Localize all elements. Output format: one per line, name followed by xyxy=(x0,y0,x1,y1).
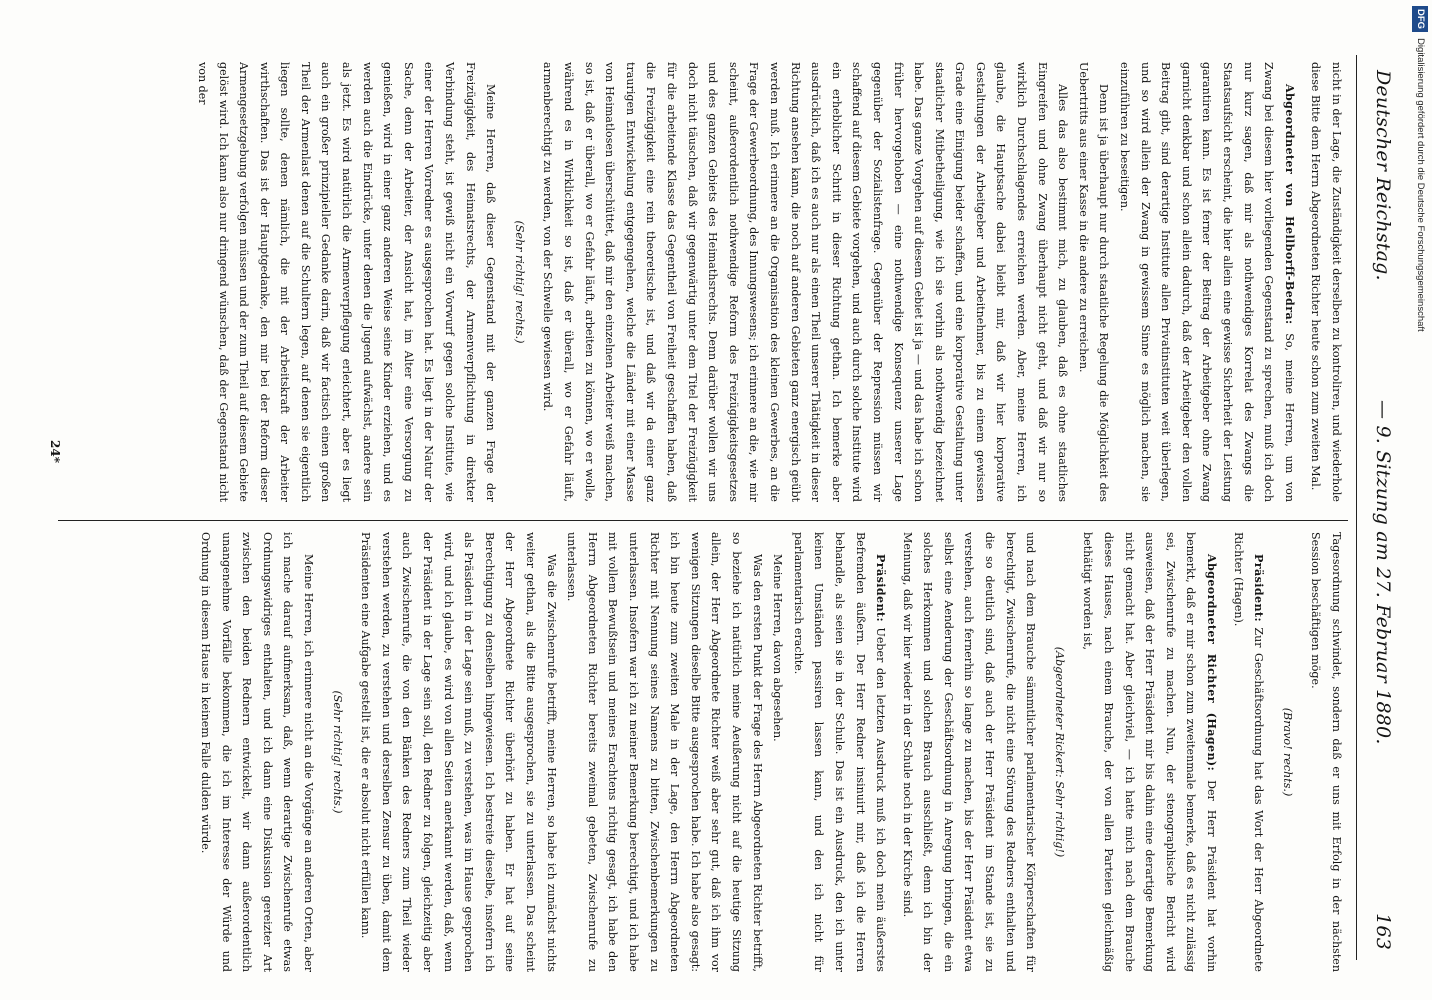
interjection: (Bravo! rechts.) xyxy=(1280,707,1294,797)
signature-mark: 24* xyxy=(48,440,62,463)
paragraph: Was die Zwischenrufe betrifft, meine Herren, so habe ich zunächst nichts weiter gethan, als die Bitte ausgesprochen, sie zu unterlassen. Das scheint der Herr Abgeordnete Richter überhört zu haben. Er hat auf seine Berechtigung zu denselben hingewiesen. Ich bestreite dieselbe, insofern ich als Präsident in der Lage sein muß, zu verstehen, was im Hause gesprochen wird, und ich glaube, es wird von allen Seiten anerkannt werden, daß, wenn der Präsident in der Lage sein soll, den Redner zu folgen, gleichzeitig aber auch Zwischenrufe, die von den Bänken des Redners zum Theil wieder verstehen werden, zu verstehen und derselben Zensur zu üben, damit dem Präsidenten eine Aufgabe gestellt ist, die er absolut nicht erfüllen kann. xyxy=(359,532,558,972)
interjection: (Sehr richtig! rechts.) xyxy=(512,220,526,344)
credit-text: Digitalisierung gefördert durch die Deutsche Forschungsgemeinschaft xyxy=(1415,38,1426,332)
header-rule xyxy=(1356,55,1357,960)
page-number: 163 xyxy=(1372,913,1394,950)
paragraph xyxy=(1227,532,1268,972)
paragraph xyxy=(1077,532,1221,972)
interjection: (Abgeordneter Rickert: Sehr richtig!) xyxy=(1052,646,1066,858)
paragraph: und nach dem Brauche sämmtlicher parlamentarischer Körperschaften für berechtigt, Zwischenrufe, die nicht eine Störung des Redners enthalten und die so deutlich sind, daß auch der Herr Präsident im Stande ist, sie zu verstehen, auch fernerhin so lange zu machen, bis der Herr Präsident etwa selbst eine Aenderung der Geschäftsordnung in Anregung bringen, die ein solches Herkommen und solchen Brauch ausschließt, denn ich bin der Meinung, daß wir hier wieder in der Schule noch in der Kirche sind. xyxy=(900,532,1038,972)
paragraph: Denn ist ja überhaupt nur durch staatliche Regelung die Möglichkeit des Uebertritts aus einer Kasse in die andere zu erreichen. xyxy=(1076,62,1111,502)
right-column xyxy=(195,532,1346,972)
paragraph: Meine Herren, daß dieser Gegenstand mit der ganzen Frage der Freizügigkeit, des Heimatsrechts, der Armenverpflichtung in direkter Verbindung steht, ist gewiß nicht ein Vorwurf gegen solche Institute, wie einer der Herren Vorredner es ausgesprochen hat. Es liegt in der Natur der Sache, denn der Arbeiter, der Ansicht hat, im Alter eine Versorgung zu genießen, wird in einer ganz anderen Weise seine Kinder erziehen, und es werden auch die Eindrücke, unter denen die Jugend aufwächst, andere sein als jetzt. Es wird natürlich die Armenverpflegung erleichtert, aber es liegt auch ein großer prinzipieller Gedanke darin, daß wir factisch einen großen Theil der Armenlast denen auf die Schultern legen, auf denen sie eigentlich liegen sollte, denen nämlich, die mit der Arbeitskraft der Arbeiter wirthschaften. Das ist der Hauptgedanke, den mir bei der Reform dieser Armengesetzgebung verfolgen müssen und der zum Theil auf diesem Gebiete gelöst wird. Ich kann also nur dringend wünschen, daß der Gegenstand nicht von der xyxy=(195,62,498,502)
journal-title: Deutscher Reichstag. xyxy=(1372,70,1394,281)
speech-text: Ueber den letzten Ausdruck muß ich doch mein äußerstes Befremden äußern. Der Herr Redner insinuirt mir, daß ich die Herren behandle, als seien sie in der Schule. Das ist ein Ausdruck, den ich unter keinen Umständen passiren lassen kann, und den ich nicht für parlamentarisch erachte. xyxy=(791,532,888,972)
running-header xyxy=(1360,70,1400,950)
speech-text: So, meine Herren, um von Zwang bei diesem hier vorliegenden Gegenstand zu sprechen, muß ich doch nur kurz sagen, daß mir als nothwendiges Korrelat des Zwangs die Staatsaufsicht erscheint, die hier allein eine gewisse Sicherheit der Leistung garantiren kann. Es ist ferner der Beitrag der Arbeitgeber ohne Zwang garnicht denkbar und schon allein dadurch, daß der Arbeitgeber den vollen Beitrag gibt, sind derartige Institute allen Privatinstituten weit überlegen, und so wird allein der Zwang in gewissem Sinne es möglich machen, sie einzuführen zu beseitigen. xyxy=(1118,62,1296,502)
paragraph: Alles das also bestimmt mich, zu glauben, daß es ohne staatliches Eingreifen und ohne Zwang überhaupt nicht geht, und daß wir nur so wirklich Durchschlagendes erreichen werden. Aber, meine Herren, ich glaube, die Hauptsache dabei bleibt mir, daß wir hier korporative Gestaltungen der Arbeitgeber und Arbeitnehmer, bis zu einem gewissen Grade eine Einigung beider schaffen, und eine korporative Gestaltung unter staatlicher Mitbetheiligung, wie ich sie vorhin als nothwendig bezeichnet habe. Das ganze Vorgehen auf diesem Gebiet ist ja — und das habe ich schon früher hervorgehoben — eine nothwendige Konsequenz unserer Lage gegenüber der Sozialistenfrage. Gegenüber der Repression müssen wir schaffend auf diesem Gebiete vorgehen, und auch durch solche Institute wird ein erheblicher Schritt in dieser Richtung gethan. Ich bemerke aber ausdrücklich, daß ich es auch nur als einen Theil unserer Thätigkeit in dieser Richtung ansehen kann, die noch auf anderen Gebieten ganz energisch geübt werden muß. Ich erinnere an die Organisation des kleinen Gewerbes, an die Frage der Gewerbeordnung, des Innungswesens; ich erinnere an die, wie mir scheint, außerordentlich nothwendige Reform des Freizügigkeitsgesetzes und des ganzen Gebiets des Heimathsrechts. Denn darüber wollen wir uns doch nicht täuschen, daß wir gegenwärtig unter dem Titel der Freizügigkeit für die arbeitende Klasse das Gegentheil von Freiheit geschaffen haben, daß die Freizügigkeit eine rein theoretische ist, und daß wir da einer ganz traurigen Entwickelung entgegengehen, welche die Länder mit einer Masse von Heimatlosen überschüttet, daß mir den einzelnen Arbeiter weiß machen, so ist, daß er überall, wo er Gefahr läuft, arbeiten zu können, wo er wolle, während es in Wirklichkeit so ist, daß er überall, wo er Gefahr läuft, armenberechtigt zu werden, von der Schwelle gewiesen wird. xyxy=(541,62,1070,502)
paragraph: Meine Herren, davon abgesehen. xyxy=(771,554,785,742)
speaker-name: Präsident: xyxy=(1252,554,1266,622)
interjection: (Sehr richtig! rechts.) xyxy=(330,690,344,814)
left-column xyxy=(191,62,1346,502)
paragraph: Was den ersten Punkt der Frage des Herrn Abgeordneten Richter betrifft, so beziehe ich natürlich meine Aeußerung nicht auf die heutige Sitzung allein, der Herr Abgeordnete Richter weiß aber sehr gut, daß ich ihm vor wenigen Sitzungen dieselbe Bitte ausgesprochen habe. Ich habe also gesagt: ich bin heute zum zweiten Male in der Lage, den Herrn Abgeordneten Richter mit Nennung seines Namens zu bitten, Zwischenbemerkungen zu unterlassen. Insofern war ich zu meiner Bemerkung berechtigt, und ich habe mit vollem Bewußtsein und meines Erachtens richtig gesagt, ich habe den Herrn Abgeordneten Richter bereits zweimal gebeten, Zwischenrufe zu unterlassen. xyxy=(565,532,764,972)
speech-text: Zur Geschäftsordnung hat das Wort der Herr Abgeordnete Richter (Hagen). xyxy=(1231,532,1266,972)
speech-text: Der Herr Präsident hat vorhin bemerkt, daß er mir schon zum zweitenmale bemerke, daß es nicht zulässig sei, Zwischenrufe zu machen. Nun, der stenographische Bericht wird ausweisen, daß der Herr Präsident mir bis dahin eine derartige Bemerkung nicht gemacht hat. Aber gleichviel, — ich hatte mich nach dem Brauche dieses Hauses, nach einem Brauche, der von allen Parteien gleichmäßig bethätigt worden ist, xyxy=(1081,532,1219,972)
dfg-logo: DFG xyxy=(1412,6,1428,32)
paragraph xyxy=(1113,62,1298,502)
column-divider xyxy=(58,520,1348,521)
paragraph xyxy=(787,532,890,972)
speaker-name: Abgeordneter von Hellborff-Bedra: xyxy=(1282,84,1296,325)
dfg-credit-strip xyxy=(1412,6,1428,996)
paragraph: Meine Herren, ich erinnere nicht an die Vorgänge an anderen Orten, aber ich mache darauf aufmerksam, daß, wenn derartige Zwischenrufe etwas Ordnungswidriges enthalten, und ich dann eine Diskussion gereizter Art zwischen den beiden Rednern entwickelt, wir dann außerordentlich unangenehme Vorfälle bekommen, die ich im Interesse der Würde und Ordnung in diesem Hause in keinem Falle dulden würde. xyxy=(199,532,316,972)
paragraph: Tagesordnung schwindet, sondern daß er uns mit Erfolg in der nächsten Session beschäftigen möge. xyxy=(1309,532,1343,972)
session-date: — 9. Sitzung am 27. Februar 1880. xyxy=(1372,400,1394,745)
speaker-name: Abgeordneter Richter (Hagen): xyxy=(1205,554,1219,772)
speaker-name: Präsident: xyxy=(874,554,888,622)
paragraph: nicht in der Lage, die Zuständigkeit derselben zu kontroliren, und wiederhole diese Bitte dem Herrn Abgeordneten Richter heute schon zum zweiten Mal. xyxy=(1309,62,1343,502)
